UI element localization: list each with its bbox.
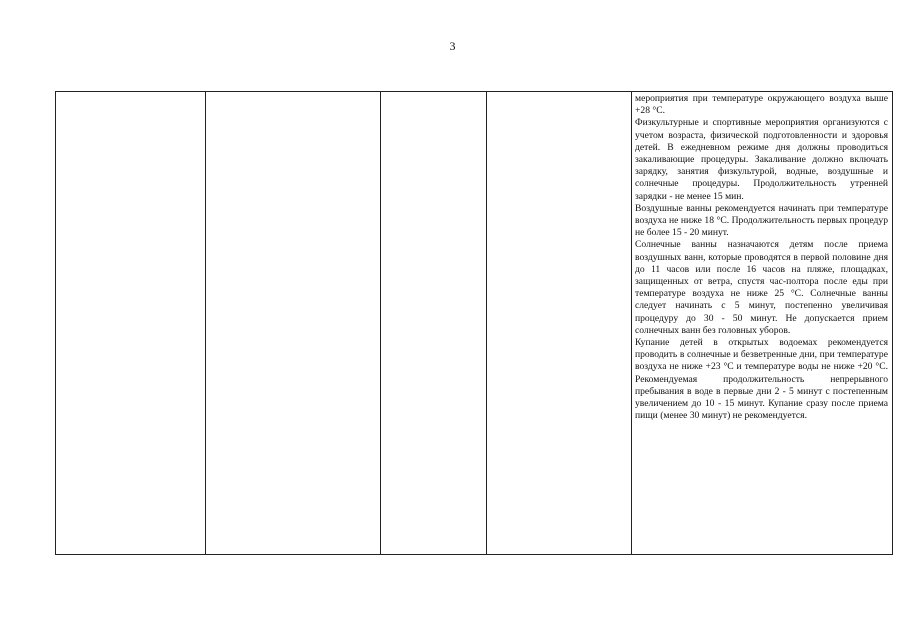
requirements-text-cell <box>632 92 893 555</box>
requirements-table <box>55 91 893 555</box>
table-cell-4 <box>487 92 632 555</box>
table-cell-2 <box>206 92 381 555</box>
table-cell-1 <box>56 92 206 555</box>
page-number: 3 <box>449 39 456 53</box>
paragraph-swimming: Купание детей в открытых водоемах рекомендуется проводить в солнечные и безветренные дни, при температуре воздуха не ниже +23 °С и температуре воды не ниже +20 °С. Рекомендуемая продолжительность непрерывного пребывания в воде в первые дни 2 - 5 минут с постепенным увеличением до 10 - 15 минут. Купание сразу после приема пищи (менее 30 минут) не рекомендуется. <box>635 337 888 422</box>
paragraph-air-baths: Воздушные ванны рекомендуется начинать при температуре воздуха не ниже 18 °С. Продолжительность первых процедур не более 15 - 20 минут. <box>635 202 888 239</box>
paragraph-sun-baths: Солнечные ванны назначаются детям после приема воздушных ванн, которые проводятся в первой половине дня до 11 часов или после 16 часов на пляже, площадках, защищенных от ветра, спустя час-полтора после еды при температуре воздуха не ниже 25 °С. Солнечные ванны следует начинать с 5 минут, постепенно увеличивая процедуру до 30 - 50 минут. Не допускается прием солнечных ванн без головных уборов. <box>635 239 888 336</box>
table-cell-3 <box>381 92 487 555</box>
paragraph-physical-activities: Физкультурные и спортивные мероприятия организуются с учетом возраста, физической подготовленности и здоровья детей. В ежедневном режиме дня должны проводиться закаливающие процедуры. Закаливание должно включать зарядку, занятия физкультурой, водные, воздушные и солнечные процедуры. Продолжительность утренней зарядки - не менее 15 мин. <box>635 117 888 202</box>
paragraph-temperature-limit: мероприятия при температуре окружающего воздуха выше +28 °С. <box>635 93 888 117</box>
table-row <box>56 92 893 555</box>
